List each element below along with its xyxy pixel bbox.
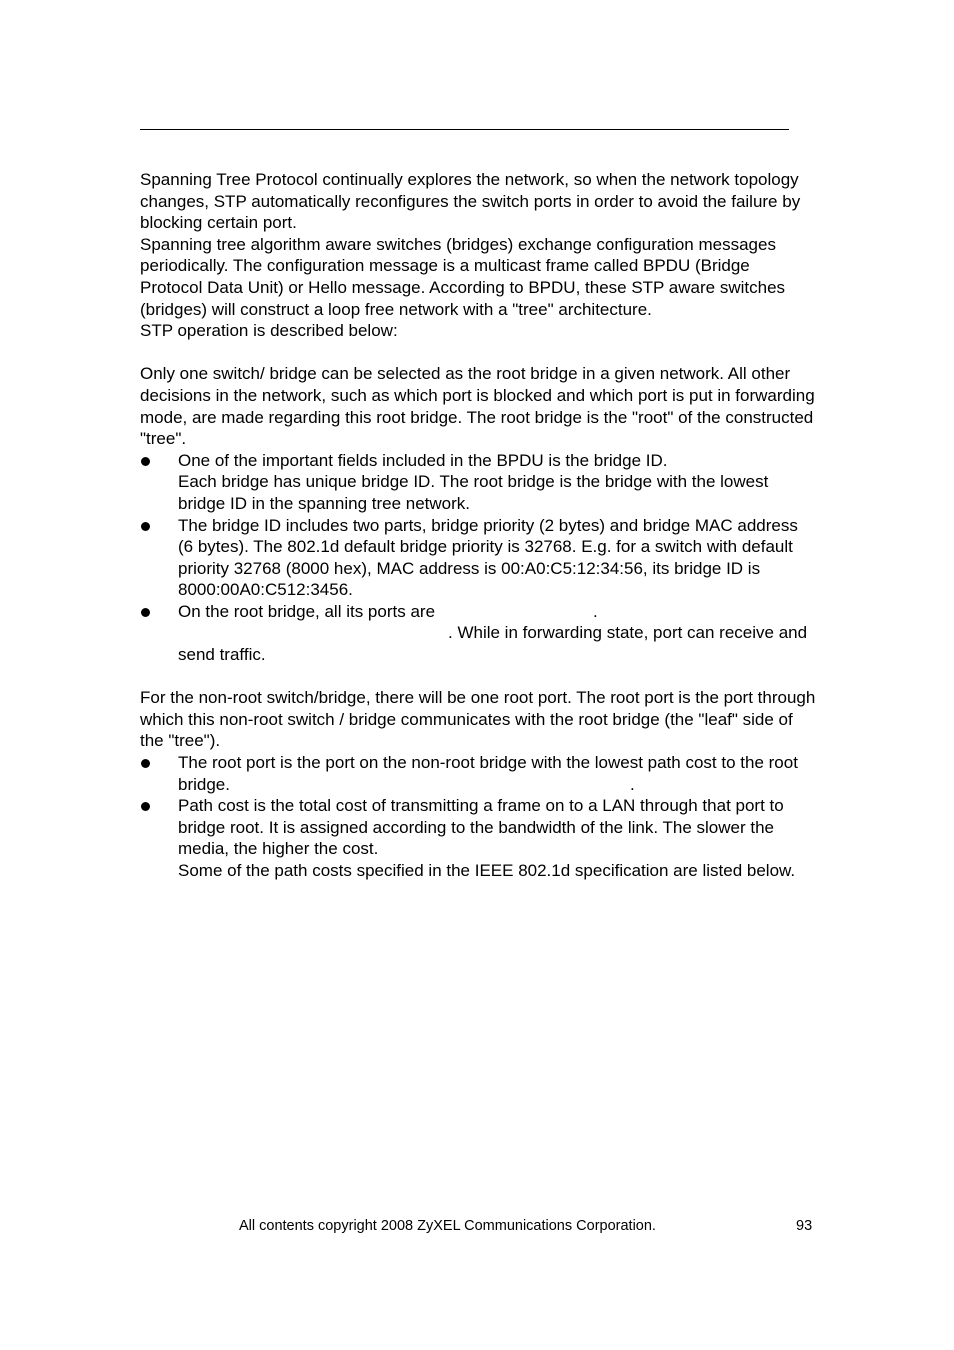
- bullet-text-line: Some of the path costs specified in the IEEE 802.1d specification are listed below.: [178, 861, 796, 880]
- bullet-icon: [141, 802, 150, 811]
- list-item: [140, 752, 816, 795]
- list-item: [140, 450, 816, 515]
- bullet-text-line: Each bridge has unique bridge ID. The root bridge is the bridge with the lowest bridge ID in the spanning tree network.: [178, 472, 769, 513]
- root-bridge-bullet-list: [140, 450, 816, 666]
- bullet-text-period: .: [593, 601, 598, 621]
- bullet-text: The root port is the port on the non-root bridge with the lowest path cost to the root bridge.: [178, 753, 798, 794]
- bullet-text-line: Path cost is the total cost of transmitting a frame on to a LAN through that port to bridge root. It is assigned according to the bandwidth of the link. The slower the media, the higher the cost.: [178, 796, 784, 859]
- bullet-text: . While in forwarding state, port can receive and send traffic.: [178, 623, 808, 665]
- bullet-text: On the root bridge, all its ports are: [178, 601, 436, 621]
- intro-paragraph-1: Spanning Tree Protocol continually explores the network, so when the network topology changes, STP automatically reconfigures the switch ports in order to avoid the failure by blocking certain port.: [140, 170, 801, 233]
- bullet-text-period: .: [629, 774, 635, 794]
- bullet-text-line: One of the important fields included in the BPDU is the bridge ID.: [178, 450, 668, 470]
- bullet-text: The bridge ID includes two parts, bridge priority (2 bytes) and bridge MAC address (6 bytes). The 802.1d default bridge priority is 32768. E.g. for a switch with default priority 32768 (8000 hex), MAC address is 00:A0:C5:12:34:56, its bridge ID is 8000:00A0:C512:3456.: [178, 515, 798, 600]
- list-item: [140, 795, 816, 881]
- section-gap: [140, 666, 816, 688]
- root-bridge-paragraph: Only one switch/ bridge can be selected as the root bridge in a given network. All other decisions in the network, such as which port is blocked and which port is put in forwarding mode, are made regarding this root bridge. The root bridge is the "root" of the constructed "tree".: [140, 364, 815, 449]
- page-body: [140, 169, 816, 882]
- page-number: 93: [796, 1218, 813, 1234]
- list-item: [140, 515, 816, 601]
- bullet-icon: [141, 759, 150, 768]
- intro-paragraph-3: STP operation is described below:: [140, 321, 398, 341]
- intro-paragraph-2: Spanning tree algorithm aware switches (bridges) exchange configuration messages periodically. The configuration message is a multicast frame called BPDU (Bridge Protocol Data Unit) or Hello message. According to BPDU, these STP aware switches (bridges) will construct a loop free network with a "tree" architecture.: [140, 234, 786, 319]
- header-rule: [140, 129, 789, 130]
- root-port-bullet-list: [140, 752, 816, 882]
- bullet-icon: [141, 457, 150, 466]
- list-item: [140, 601, 816, 666]
- root-port-paragraph: For the non-root switch/bridge, there will be one root port. The root port is the port through which this non-root switch / bridge communicates with the root bridge (the "leaf" side of the "tree").: [140, 688, 816, 751]
- section-gap: [140, 342, 816, 364]
- footer-copyright: All contents copyright 2008 ZyXEL Communications Corporation.: [239, 1218, 656, 1234]
- bullet-icon: [141, 522, 150, 531]
- bullet-icon: [141, 608, 150, 617]
